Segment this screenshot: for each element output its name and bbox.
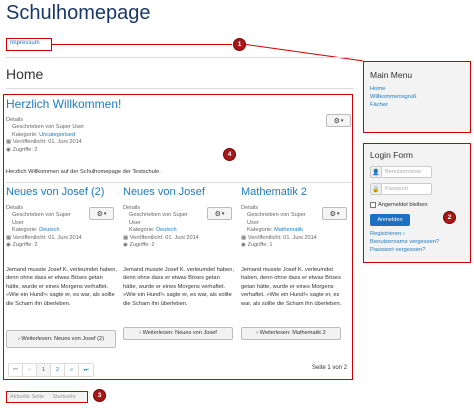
author-cont: User — [12, 219, 24, 226]
pagination — [8, 363, 94, 377]
remember-label: Angemeldet bleiben — [378, 202, 428, 208]
published-date: Veröffentlicht: 01. Juni 2014 — [129, 234, 199, 241]
main-menu-module — [363, 61, 471, 133]
article-info — [123, 205, 209, 249]
caret-down-icon: ▾ — [340, 117, 344, 124]
published-date: Veröffentlicht: 01. Juni 2014 — [247, 234, 317, 241]
article-tools-button[interactable] — [89, 207, 114, 220]
username-placeholder: Benutzername — [385, 169, 422, 175]
hits: Zugriffe: 2 — [12, 242, 38, 249]
featured-article-text: Herzlich Willkommen auf der Schulhomepage der Testschule. — [6, 169, 161, 175]
chevron-right-icon: › — [139, 330, 142, 336]
category-link[interactable]: Mathematik — [274, 227, 303, 234]
category-link[interactable]: Deutsch — [39, 227, 60, 234]
details-label: Details — [123, 205, 141, 211]
calendar-icon: ▦ — [6, 139, 12, 146]
author: Geschrieben von Super — [129, 212, 188, 219]
menu-item-faecher[interactable]: Fächer — [370, 102, 389, 108]
readmore-button[interactable] — [6, 330, 116, 348]
calendar-icon: ▦ — [241, 234, 247, 241]
calendar-icon: ▦ — [6, 234, 12, 241]
page-1: 1 — [37, 364, 51, 376]
caret-down-icon: ▾ — [103, 210, 107, 217]
readmore-label: Weiterlesen: Neues von Josef (2) — [21, 335, 105, 342]
caret-down-icon: ▾ — [221, 210, 225, 217]
password-placeholder: Passwort — [385, 186, 409, 192]
page-title: Home — [6, 66, 44, 82]
author-cont: User — [129, 219, 141, 226]
chevron-right-icon: › — [17, 335, 20, 342]
register-label: Registrieren — [370, 231, 402, 237]
article-title[interactable]: Neues von Josef — [123, 186, 205, 198]
prev-page-icon: « — [23, 364, 37, 376]
menu-item-home[interactable]: Home — [370, 86, 386, 92]
page-2-link[interactable]: 2 — [51, 364, 65, 376]
featured-article-tools-button[interactable] — [326, 114, 351, 127]
bottom-breadcrumb — [6, 391, 88, 403]
category-label: Kategorie: — [12, 131, 38, 138]
divider — [6, 57, 354, 58]
callout-marker-3: 3 — [93, 389, 106, 402]
chevron-right-icon: › — [402, 231, 405, 237]
next-page-icon[interactable]: » — [65, 364, 79, 376]
gear-icon: ⚙ — [333, 117, 340, 125]
author: Geschrieben von Super — [12, 212, 71, 219]
category-label: Kategorie: — [129, 227, 155, 234]
first-page-icon: ⏮ — [9, 364, 23, 376]
hits: Zugriffe: 2 — [12, 146, 38, 153]
author: Geschrieben von Super User — [12, 124, 85, 131]
eye-icon: ◉ — [6, 242, 11, 249]
published-date: Veröffentlicht: 01. Juni 2014 — [12, 234, 82, 241]
article-title[interactable]: Mathematik 2 — [241, 186, 308, 198]
divider — [6, 88, 354, 89]
eye-icon: ◉ — [123, 242, 128, 249]
main-menu-list — [370, 85, 416, 109]
article-tools-button[interactable] — [207, 207, 232, 220]
lock-icon: 🔒 — [371, 184, 382, 194]
forgot-password-link[interactable]: Passwort vergessen? — [370, 247, 426, 253]
hits: Zugriffe: 1 — [247, 242, 273, 249]
featured-article-info — [6, 117, 84, 154]
callout-line — [246, 44, 363, 62]
readmore-button[interactable] — [241, 327, 341, 340]
eye-icon: ◉ — [241, 242, 246, 249]
details-label: Details — [241, 205, 259, 211]
breadcrumb-impressum-link[interactable]: Impressum — [10, 40, 40, 46]
article-card — [6, 186, 118, 198]
login-button[interactable]: Anmelden — [370, 214, 410, 226]
user-icon: 👤 — [371, 167, 382, 177]
readmore-label: Weiterlesen: Neues von Josef — [142, 330, 217, 336]
chevron-right-icon: › — [256, 330, 259, 336]
last-page-icon[interactable]: ⏭ — [79, 364, 93, 376]
password-field[interactable] — [370, 183, 432, 195]
readmore-label: Weiterlesen: Mathematik 2 — [259, 330, 326, 336]
category-label: Kategorie: — [12, 227, 38, 234]
author: Geschrieben von Super — [247, 212, 306, 219]
article-card — [241, 186, 353, 198]
remember-row — [370, 202, 427, 208]
article-card — [123, 186, 235, 198]
published-date: Veröffentlicht: 01. Juni 2014 — [12, 139, 82, 146]
article-title[interactable]: Neues von Josef (2) — [6, 186, 105, 198]
gear-icon: ⚙ — [214, 210, 221, 218]
readmore-button[interactable] — [123, 327, 233, 340]
callout-marker-4: 4 — [223, 148, 236, 161]
calendar-icon: ▦ — [123, 234, 129, 241]
username-field[interactable] — [370, 166, 432, 178]
article-text: Jemand musste Josef K. verleumdet haben, denn ohne dass er etwas Böses getan hätte, wurde er eines Morgens verhaftet. »Wie ein Hund!« sagte er, es war, als sollte die Scham ihn überleben. — [241, 267, 342, 307]
article-text: Jemand musste Josef K. verleumdet haben, denn ohne dass er etwas Böses getan hätte, wurde er eines Morgens verhaftet. »Wie ein Hund!« sagte er, es war, als sollte die Scham ihn überleben. — [123, 267, 234, 307]
category-link[interactable]: Deutsch — [156, 227, 177, 234]
details-label: Details — [6, 117, 24, 123]
login-links — [370, 230, 439, 254]
gear-icon: ⚙ — [96, 210, 103, 218]
article-info — [241, 205, 327, 249]
divider — [6, 182, 352, 183]
register-link[interactable] — [370, 230, 439, 238]
login-module — [363, 143, 471, 263]
main-menu-title: Main Menu — [370, 70, 413, 80]
details-label: Details — [6, 205, 24, 211]
eye-icon: ◉ — [6, 146, 11, 153]
category-label: Kategorie: — [247, 227, 273, 234]
caret-down-icon: ▾ — [336, 210, 340, 217]
current-page-label: Aktuelle Seite — [10, 394, 45, 400]
article-info — [6, 205, 92, 249]
hits: Zugriffe: 2 — [129, 242, 155, 249]
page-counter: Seite 1 von 2 — [312, 365, 348, 371]
breadcrumb — [6, 38, 52, 51]
featured-article-title[interactable]: Herzlich Willkommen! — [6, 97, 122, 111]
menu-item-willkommensgruss[interactable]: Willkommensgruß — [370, 94, 417, 100]
callout-line — [52, 44, 232, 45]
forgot-username-link[interactable]: Benutzername vergessen? — [370, 239, 440, 245]
gear-icon: ⚙ — [329, 210, 336, 218]
author-cont: User — [247, 219, 259, 226]
callout-marker-1: 1 — [233, 38, 246, 51]
remember-checkbox[interactable] — [370, 202, 376, 208]
site-title[interactable]: Schulhomepage — [6, 2, 151, 24]
callout-marker-2: 2 — [443, 211, 456, 224]
home-breadcrumb-link[interactable]: Startseite — [52, 394, 76, 400]
article-text: Jemand musste Josef K. verleumdet haben, denn ohne dass er etwas Böses getan hätte, wurde er eines Morgens verhaftet. »Wie ein Hund!« sagte er, es war, als sollte die Scham ihn überleben. — [6, 267, 117, 307]
login-title: Login Form — [370, 150, 413, 160]
category-link[interactable]: Uncategorised — [39, 131, 76, 138]
